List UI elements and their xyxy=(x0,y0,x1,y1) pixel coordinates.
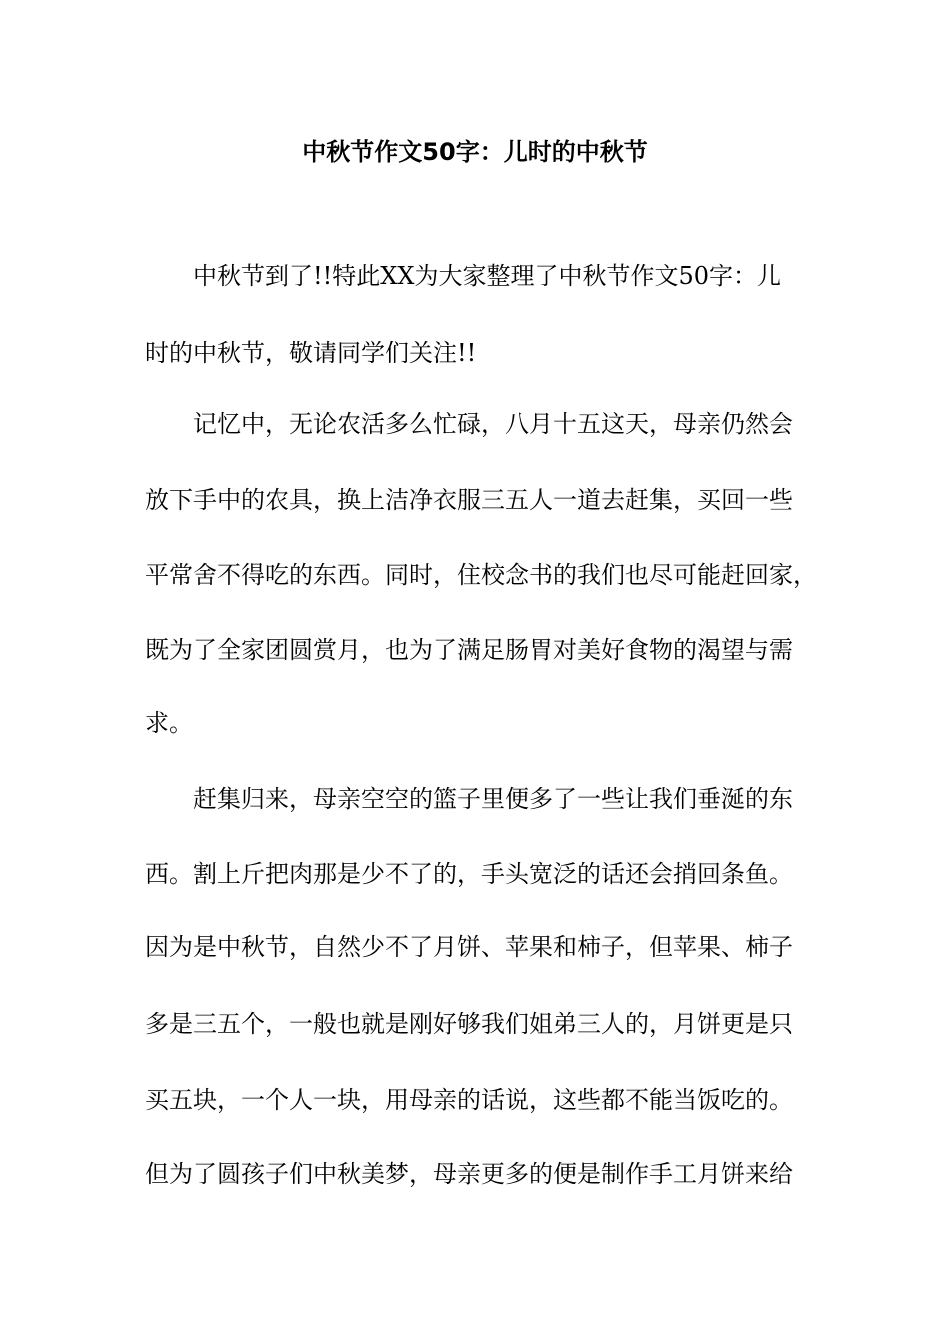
paragraph-1-line-2: 时的中秋节，敬请同学们关注!! xyxy=(145,339,477,367)
paragraph-1-line-1: 中秋节到了!!特此XX为大家整理了中秋节作文50字：儿 xyxy=(193,262,781,290)
paragraph-3-line-6: 但为了圆孩子们中秋美梦，母亲更多的便是制作手工月饼来给 xyxy=(145,1160,793,1188)
paragraph-2-line-5: 求。 xyxy=(145,709,193,737)
paragraph-2-line-3: 平常舍不得吃的东西。同时，住校念书的我们也尽可能赶回家， xyxy=(145,561,817,589)
paragraph-2-line-1: 记忆中，无论农活多么忙碌，八月十五这天，母亲仍然会 xyxy=(193,410,793,438)
document-title: 中秋节作文50字：儿时的中秋节 xyxy=(302,138,648,166)
paragraph-3-line-1: 赶集归来，母亲空空的篮子里便多了一些让我们垂涎的东 xyxy=(193,785,793,813)
paragraph-2-line-4: 既为了全家团圆赏月，也为了满足肠胃对美好食物的渴望与需 xyxy=(145,636,793,664)
paragraph-3-line-2: 西。割上斤把肉那是少不了的，手头宽泛的话还会捎回条鱼。 xyxy=(145,860,793,888)
paragraph-3-line-4: 多是三五个，一般也就是刚好够我们姐弟三人的，月饼更是只 xyxy=(145,1010,793,1038)
paragraph-3-line-5: 买五块，一个人一块，用母亲的话说，这些都不能当饭吃的。 xyxy=(145,1086,793,1114)
paragraph-2-line-2: 放下手中的农具，换上洁净衣服三五人一道去赶集，买回一些 xyxy=(145,486,793,514)
paragraph-3-line-3: 因为是中秋节，自然少不了月饼、苹果和柿子，但苹果、柿子 xyxy=(145,933,793,961)
